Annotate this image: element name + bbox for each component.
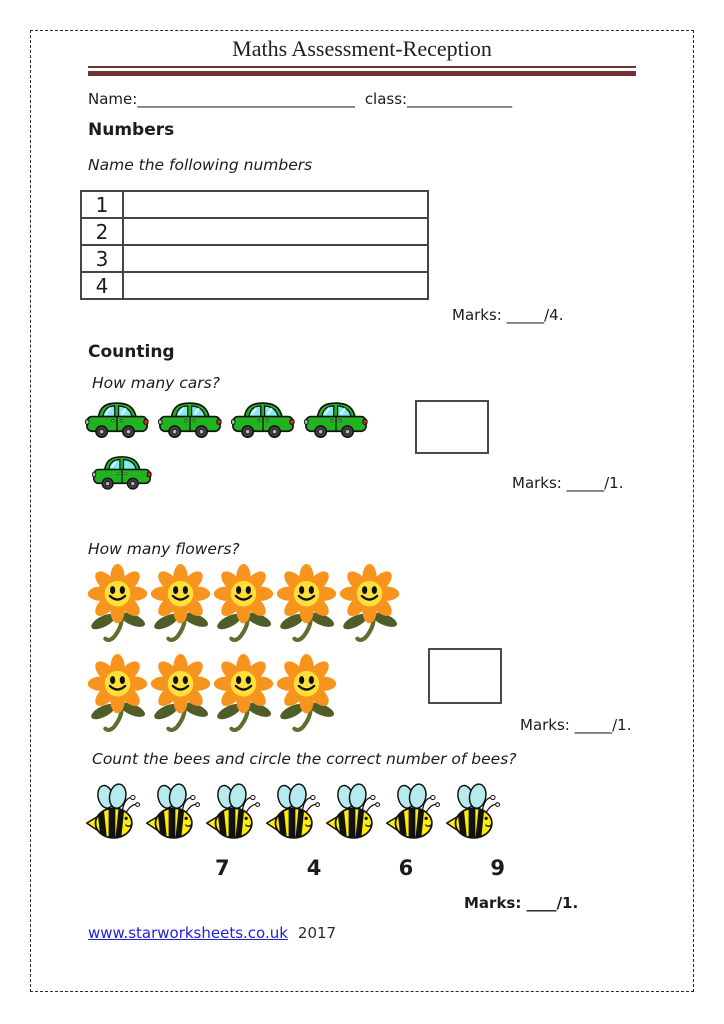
flowers-question: How many flowers? bbox=[88, 540, 240, 558]
car-icon bbox=[304, 398, 368, 442]
bee-icon bbox=[324, 782, 382, 844]
flower-icon bbox=[212, 654, 275, 744]
bee-icon bbox=[144, 782, 202, 844]
bee-count-option: 9 bbox=[490, 856, 505, 880]
answer-cell bbox=[123, 191, 428, 218]
bees-row bbox=[84, 782, 502, 844]
bee-icon bbox=[444, 782, 502, 844]
answer-cell bbox=[123, 218, 428, 245]
marks-line-cars: Marks: _____/1. bbox=[512, 474, 624, 492]
bee-icon bbox=[204, 782, 262, 844]
flower-icon bbox=[149, 654, 212, 744]
flower-icon bbox=[86, 654, 149, 744]
table-row bbox=[81, 272, 428, 299]
counting-heading: Counting bbox=[88, 342, 175, 362]
cars-question: How many cars? bbox=[92, 374, 220, 392]
bees-question: Count the bees and circle the correct number of bees? bbox=[92, 750, 517, 768]
numbers-instruction: Name the following numbers bbox=[88, 156, 313, 174]
flower-icon bbox=[149, 564, 212, 654]
marks-line-numbers: Marks: _____/4. bbox=[452, 306, 564, 324]
bee-icon bbox=[384, 782, 442, 844]
flowers-row-1 bbox=[86, 564, 401, 654]
number-cell: 2 bbox=[81, 218, 123, 245]
car-icon bbox=[92, 452, 152, 493]
table-row bbox=[81, 191, 428, 218]
bee-count-option: 4 bbox=[306, 856, 322, 880]
cars-row-1 bbox=[85, 398, 368, 442]
cars-row-2 bbox=[92, 452, 152, 493]
bee-count-option: 7 bbox=[215, 856, 230, 880]
footer-year: 2017 bbox=[297, 924, 337, 942]
car-icon bbox=[158, 398, 222, 442]
answer-box-cars bbox=[415, 400, 489, 454]
flower-icon bbox=[338, 564, 401, 654]
numbers-table-body bbox=[81, 191, 428, 299]
car-icon bbox=[231, 398, 295, 442]
flower-icon bbox=[275, 654, 338, 744]
numbers-heading: Numbers bbox=[88, 120, 175, 140]
name-class-line bbox=[88, 90, 512, 108]
table-row bbox=[81, 245, 428, 272]
name-blank: _____________________________ bbox=[137, 90, 355, 108]
marks-line-bees: Marks: ____/1. bbox=[464, 894, 579, 912]
flowers-row-2 bbox=[86, 654, 338, 744]
answer-cell bbox=[123, 272, 428, 299]
flower-icon bbox=[86, 564, 149, 654]
bee-icon bbox=[264, 782, 322, 844]
class-label: class: bbox=[364, 90, 408, 108]
bee-icon bbox=[84, 782, 142, 844]
number-cell: 3 bbox=[81, 245, 123, 272]
bee-count-option: 6 bbox=[398, 856, 414, 880]
title-rule bbox=[88, 66, 636, 76]
footer-link[interactable]: www.starworksheets.co.uk bbox=[88, 924, 288, 942]
answer-box-flowers bbox=[428, 648, 502, 704]
car-icon bbox=[85, 398, 149, 442]
number-cell: 4 bbox=[81, 272, 123, 299]
footer bbox=[88, 924, 336, 942]
table-row bbox=[81, 218, 428, 245]
worksheet-title: Maths Assessment-Reception bbox=[232, 36, 492, 61]
flower-icon bbox=[212, 564, 275, 654]
class-blank: ______________ bbox=[407, 90, 513, 108]
page-border bbox=[30, 30, 694, 992]
name-label: Name: bbox=[88, 90, 138, 108]
marks-line-flowers: Marks: _____/1. bbox=[520, 716, 632, 734]
number-cell: 1 bbox=[81, 191, 123, 218]
numbers-table bbox=[80, 190, 429, 300]
answer-cell bbox=[123, 245, 428, 272]
flower-icon bbox=[275, 564, 338, 654]
bee-answer-options bbox=[215, 856, 505, 880]
